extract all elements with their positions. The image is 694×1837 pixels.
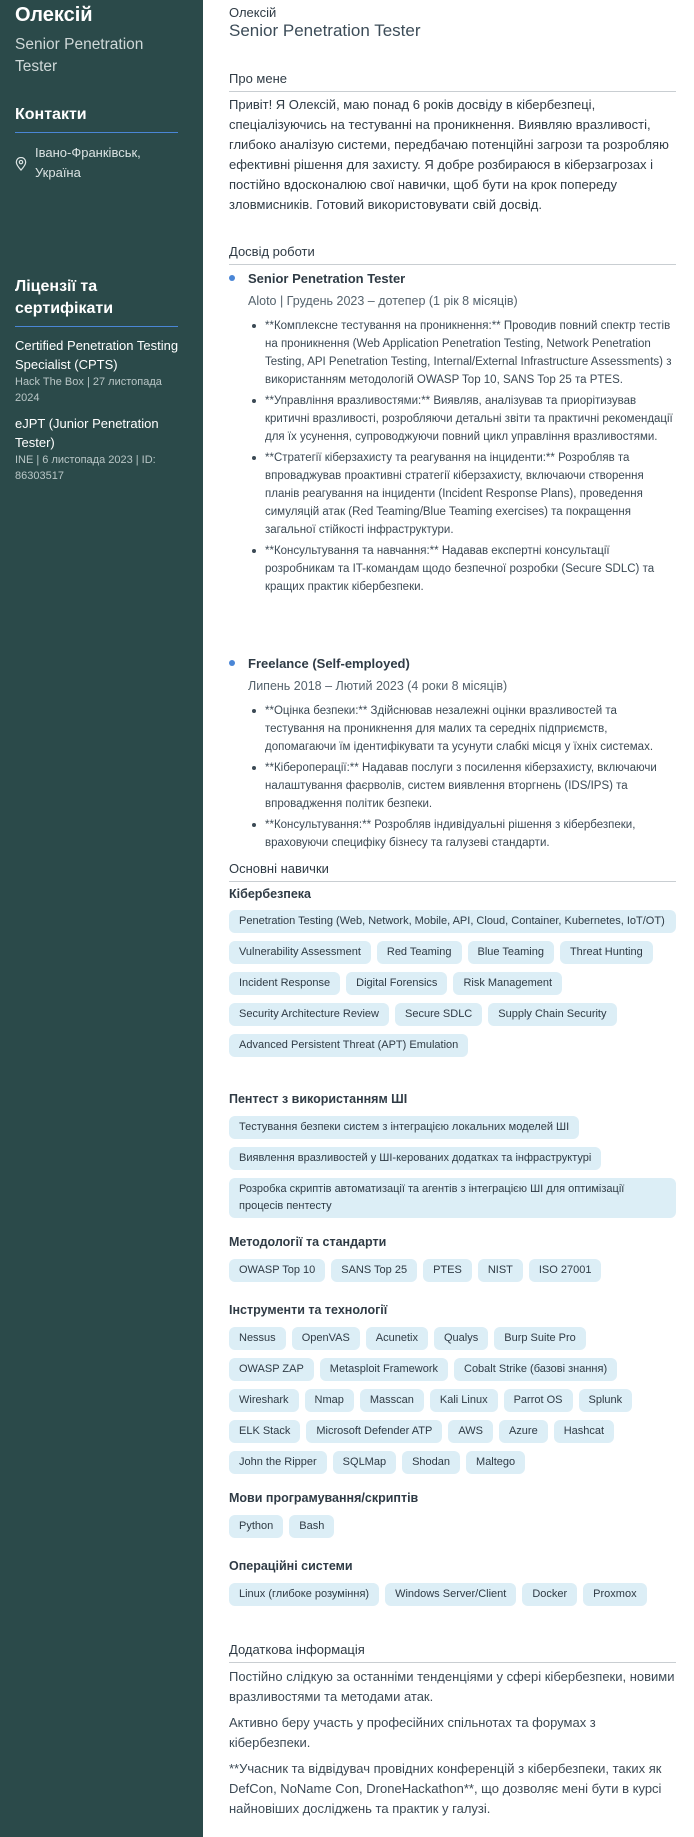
certificate-name: eJPT (Junior Penetration Tester) — [15, 416, 159, 450]
job-meta: Aloto | Грудень 2023 – дотепер (1 рік 8 місяців) — [248, 294, 518, 308]
certificate-meta: Hack The Box | 27 листопада 2024 — [15, 376, 162, 404]
skill-group-title: Операційні системи — [229, 1559, 353, 1573]
skill-tag: Acunetix — [366, 1327, 428, 1350]
skill-tag: NIST — [478, 1259, 523, 1282]
additional-paragraph: Активно беру участь у професійних спільнотах та форумах з кібербезпеки. — [229, 1715, 596, 1750]
job-bullet: **Кібероперації:** Надавав послуги з посилення кіберзахисту, включаючи налаштування фаєрволів, систем виявлення вторгнень (IDS/IPS) та впровадження політик безпеки. — [248, 759, 676, 813]
skill-tag: Proxmox — [583, 1583, 646, 1606]
skill-group-title: Кібербезпека — [229, 887, 312, 901]
job-bullet: **Оцінка безпеки:** Здійснював незалежні оцінки вразливостей та тестування на проникнення для малих та середніх підприємств, допомагаючи їм ідентифікувати та усунути слабкі місця у їхніх системах. — [248, 702, 676, 756]
sidebar — [0, 0, 203, 1837]
skill-tag: Incident Response — [229, 972, 340, 995]
skill-tag: Burp Suite Pro — [494, 1327, 586, 1350]
skill-tag: Vulnerability Assessment — [229, 941, 371, 964]
job-entry — [229, 655, 676, 855]
about-text: Привіт! Я Олексій, маю понад 6 років досвіду в кібербезпеці, спеціалізуючись на тестуванні на проникнення. Виявляю вразливості, глибоко аналізую системи, передбачаю потенційні загрози та розробляю ефективні рішення для захисту. Я добре розбираюся в кіберзагрозах і постійно вдосконалюю свої навички, щоб бути на крок попереду зловмисників. Готовий використовувати свій досвід. — [229, 97, 669, 212]
skill-tag: Shodan — [402, 1451, 460, 1474]
skill-tag: Red Teaming — [377, 941, 462, 964]
skill-tag: Digital Forensics — [346, 972, 447, 995]
job-bullet: **Управління вразливостями:** Виявляв, аналізував та приорітизував критичні вразливості, розробляючи детальні звіти та практичні рекомендації для їх усунення, супроводжуючи повний цикл управління вразливостями. — [248, 392, 676, 446]
sidebar-name: Олексій — [15, 4, 93, 26]
skill-tag: Linux (глибоке розуміння) — [229, 1583, 379, 1606]
job-title: Freelance (Self-employed) — [248, 656, 410, 671]
skill-tag: ELK Stack — [229, 1420, 300, 1443]
header-name: Олексій — [229, 5, 277, 20]
skill-tag: Тестування безпеки систем з інтеграцією локальних моделей ШІ — [229, 1116, 579, 1139]
skill-tag: OpenVAS — [292, 1327, 360, 1350]
skill-tag: Masscan — [360, 1389, 424, 1412]
skill-tag: Python — [229, 1515, 283, 1538]
skill-group-title: Мови програмування/скриптів — [229, 1491, 419, 1505]
skill-tag: Cobalt Strike (базові знання) — [454, 1358, 617, 1381]
skill-tags — [229, 1515, 676, 1538]
additional-heading: Додаткова інформація — [229, 1642, 676, 1663]
certificate-item — [15, 414, 185, 484]
skill-tags — [229, 1259, 676, 1282]
skill-tag: John the Ripper — [229, 1451, 327, 1474]
skill-tag: PTES — [423, 1259, 472, 1282]
job-bullet: **Комплексне тестування на проникнення:** Проводив повний спектр тестів на проникнення (Web Application Penetration Testing, Network Penetration Testing, API Penetration Testing, Internal/External Infrastructure Assessments) з використанням методологій OWASP Top 10, SANS Top 25 та PTES. — [248, 317, 676, 389]
skill-tags — [229, 1327, 676, 1474]
additional-paragraph: **Учасник та відвідувач провідних конференцій з кібербезпеки, таких як DefCon, NoName Con, DroneHackathon**, що дозволяє мені бути в курсі найновіших досліджень та практик у галузі. — [229, 1761, 662, 1816]
job-bullet: **Консультування та навчання:** Надавав експертні консультації розробникам та IT-командам щодо безпечної розробки (Secure SDLC) та кращих практик кібербезпеки. — [248, 542, 676, 596]
skill-group-title: Пентест з використанням ШІ — [229, 1092, 408, 1106]
skill-tags — [229, 1583, 676, 1606]
skill-tag: AWS — [448, 1420, 493, 1443]
skills-heading: Основні навички — [229, 861, 676, 882]
header-job-title: Senior Penetration Tester — [229, 21, 421, 40]
contacts-heading: Контакти — [15, 106, 87, 123]
skill-tag: Nmap — [305, 1389, 354, 1412]
skill-tag: Penetration Testing (Web, Network, Mobile, API, Cloud, Container, Kubernetes, IoT/OT) — [229, 910, 676, 933]
job-meta: Липень 2018 – Лютий 2023 (4 роки 8 місяців) — [248, 679, 508, 693]
contacts-divider — [15, 132, 178, 133]
skill-tag: Docker — [522, 1583, 577, 1606]
skill-tag: OWASP ZAP — [229, 1358, 314, 1381]
skill-tag: Advanced Persistent Threat (APT) Emulation — [229, 1034, 468, 1057]
skill-tag: Hashcat — [554, 1420, 614, 1443]
skill-tag: OWASP Top 10 — [229, 1259, 325, 1282]
map-pin-icon — [15, 157, 27, 171]
job-bullets — [229, 702, 676, 852]
skill-tag: ISO 27001 — [529, 1259, 602, 1282]
skill-tags — [229, 910, 676, 1057]
skill-tag: Splunk — [579, 1389, 633, 1412]
skill-tag: Azure — [499, 1420, 548, 1443]
additional-paragraph: Постійно слідкую за останніми тенденціями у сфері кібербезпеки, новими вразливостями та методами атак. — [229, 1669, 675, 1704]
skill-tag: Bash — [289, 1515, 334, 1538]
experience-heading: Досвід роботи — [229, 244, 676, 265]
skill-tag: Розробка скриптів автоматизації та агентів з інтеграцією ШІ для оптимізації процесів пентесту — [229, 1178, 676, 1218]
sidebar-job-title: Senior Penetration Tester — [15, 36, 144, 75]
skill-tag: Wireshark — [229, 1389, 299, 1412]
certificate-name: Certified Penetration Testing Specialist (CPTS) — [15, 338, 179, 372]
skill-tag: Parrot OS — [504, 1389, 573, 1412]
skill-tag: Microsoft Defender ATP — [306, 1420, 442, 1443]
skill-group-title: Інструменти та технології — [229, 1303, 388, 1317]
licenses-heading: Ліцензії та сертифікати — [15, 278, 114, 317]
skill-tag: SQLMap — [333, 1451, 396, 1474]
timeline-dot — [229, 275, 235, 281]
skill-tag: Security Architecture Review — [229, 1003, 389, 1026]
job-bullets — [229, 317, 676, 596]
job-entry — [229, 270, 676, 599]
job-bullet: **Консультування:** Розробляв індивідуальні рішення з кібербезпеки, враховуючи специфіку бізнесу та галузеві стандарти. — [248, 816, 676, 852]
skill-tag: Supply Chain Security — [488, 1003, 616, 1026]
skill-tag: Threat Hunting — [560, 941, 653, 964]
skill-tag: Виявлення вразливостей у ШІ-керованих додатках та інфраструктурі — [229, 1147, 601, 1170]
location-text: Івано-Франківськ, Україна — [35, 145, 141, 180]
timeline-dot — [229, 660, 235, 666]
skill-tag: Metasploit Framework — [320, 1358, 448, 1381]
location-contact — [15, 143, 185, 183]
certificate-item — [15, 336, 185, 406]
skill-group-title: Методології та стандарти — [229, 1235, 387, 1249]
skill-tag: Secure SDLC — [395, 1003, 482, 1026]
skill-tag: Nessus — [229, 1327, 286, 1350]
skill-tag: Kali Linux — [430, 1389, 498, 1412]
skill-tag: Qualys — [434, 1327, 488, 1350]
skill-tag: Blue Teaming — [468, 941, 554, 964]
skill-tag: Risk Management — [453, 972, 562, 995]
about-heading: Про мене — [229, 71, 676, 92]
skill-tags — [229, 1116, 676, 1218]
certificate-meta: INE | 6 листопада 2023 | ID: 86303517 — [15, 454, 156, 482]
licenses-divider — [15, 326, 178, 327]
skill-tag: SANS Top 25 — [331, 1259, 417, 1282]
skill-tag: Maltego — [466, 1451, 525, 1474]
job-title: Senior Penetration Tester — [248, 271, 406, 286]
job-bullet: **Стратегії кіберзахисту та реагування на інциденти:** Розробляв та впроваджував проактивні стратегії кіберзахисту, включаючи створення планів реагування на інциденти (Incident Response Plans), проведення симуляцій атак (Red Teaming/Blue Teaming exercises) та покращення загальної стійкості інфраструктури. — [248, 449, 676, 539]
skill-tag: Windows Server/Client — [385, 1583, 516, 1606]
